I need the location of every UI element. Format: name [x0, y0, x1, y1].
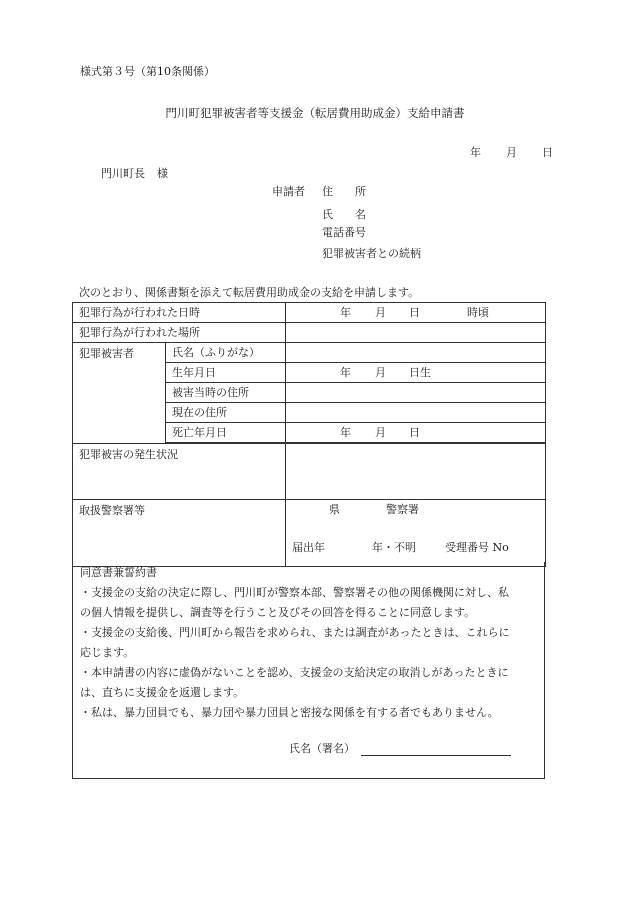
- addressee-name: 門川町長: [101, 167, 145, 180]
- applicant-address-field[interactable]: 住 所: [322, 185, 366, 198]
- consent-line: ・支援金の支給の決定に際し、門川町が警察本部、警察署その他の関係機関に対し、私: [80, 586, 509, 599]
- applicant-label: 申請者: [272, 185, 305, 198]
- unit-day: 日: [409, 306, 420, 319]
- consent-line: ・本申請書の内容に虚偽がないことを認め、支援金の支給決定の取消しがあったときに: [80, 666, 509, 679]
- unit-month: 月: [375, 426, 386, 439]
- victim-birth-field[interactable]: [286, 363, 546, 383]
- unit-year: 年: [340, 366, 351, 379]
- victim-name-label: 氏名（ふりがな）: [166, 343, 286, 363]
- crime-place-field[interactable]: [286, 323, 546, 343]
- date-month-label: 月: [506, 146, 517, 159]
- prefecture-unit: 県: [329, 503, 340, 516]
- consent-line: は、直ちに支援金を返還します。: [80, 686, 245, 699]
- consent-section: [72, 562, 545, 779]
- crime-datetime-field[interactable]: [286, 303, 546, 323]
- date-year-label: 年: [470, 146, 481, 159]
- form-number: 様式第３号（第10条関係）: [80, 65, 215, 78]
- victim-address-at-time-label: 被害当時の住所: [166, 383, 286, 403]
- victim-current-address-label: 現在の住所: [166, 403, 286, 423]
- signature-field[interactable]: [361, 755, 511, 756]
- addressee: [101, 168, 168, 179]
- consent-heading: 同意書兼誓約書: [80, 566, 157, 579]
- date-day-label: 日: [542, 146, 553, 159]
- intro-text: 次のとおり、関係書類を添えて転居費用助成金の支給を申請します。: [79, 286, 420, 299]
- addressee-honorific: 様: [157, 167, 168, 180]
- police-field[interactable]: [286, 500, 546, 567]
- applicant-relationship-field[interactable]: 犯罪被害者との続柄: [322, 247, 421, 260]
- crime-place-label: 犯罪行為が行われた場所: [73, 323, 286, 343]
- crime-datetime-label: 犯罪行為が行われた日時: [73, 303, 286, 323]
- receipt-number-label: 受理番号 No: [445, 541, 509, 554]
- victim-birth-label: 生年月日: [166, 363, 286, 383]
- victim-death-date-field[interactable]: [286, 423, 546, 443]
- consent-line: の個人情報を提供し、調査等を行うこと及びその回答を得ることに同意します。: [80, 606, 476, 619]
- victim-address-at-time-field[interactable]: [286, 383, 546, 403]
- unit-month: 月: [375, 366, 386, 379]
- consent-line: ・支援金の支給後、門川町から報告を求められ、または調査があったときは、これらに: [80, 626, 510, 639]
- victim-label: 犯罪被害者: [73, 343, 166, 444]
- consent-line: ・私は、暴力団員でも、暴力団や暴力団員と密接な関係を有する者でもありません。: [80, 706, 499, 719]
- victim-name-field[interactable]: [286, 343, 546, 363]
- unit-year: 年: [340, 306, 351, 319]
- station-unit: 警察署: [386, 503, 419, 516]
- unit-day-born: 日生: [409, 366, 431, 379]
- applicant-phone-field[interactable]: 電話番号: [322, 226, 366, 239]
- report-year-label: 届出年: [292, 541, 325, 554]
- applicant-name-field[interactable]: 氏 名: [322, 208, 366, 221]
- unit-month: 月: [375, 306, 386, 319]
- victim-death-date-label: 死亡年月日: [166, 423, 286, 443]
- unit-day: 日: [409, 426, 420, 439]
- situation-field[interactable]: [286, 444, 546, 500]
- police-label: 取扱警察署等: [73, 500, 286, 567]
- page-title: 門川町犯罪被害者等支援金（転居費用助成金）支給申請書: [165, 106, 465, 120]
- consent-line: 応じます。: [80, 646, 135, 659]
- unit-year: 年: [340, 426, 351, 439]
- year-unknown-label: 年・不明: [372, 541, 416, 554]
- application-table: [72, 302, 546, 567]
- signature-label: 氏名（署名）: [289, 742, 355, 755]
- victim-current-address-field[interactable]: [286, 403, 546, 423]
- situation-label: 犯罪被害の発生状況: [73, 444, 286, 500]
- unit-hour: 時頃: [467, 306, 489, 319]
